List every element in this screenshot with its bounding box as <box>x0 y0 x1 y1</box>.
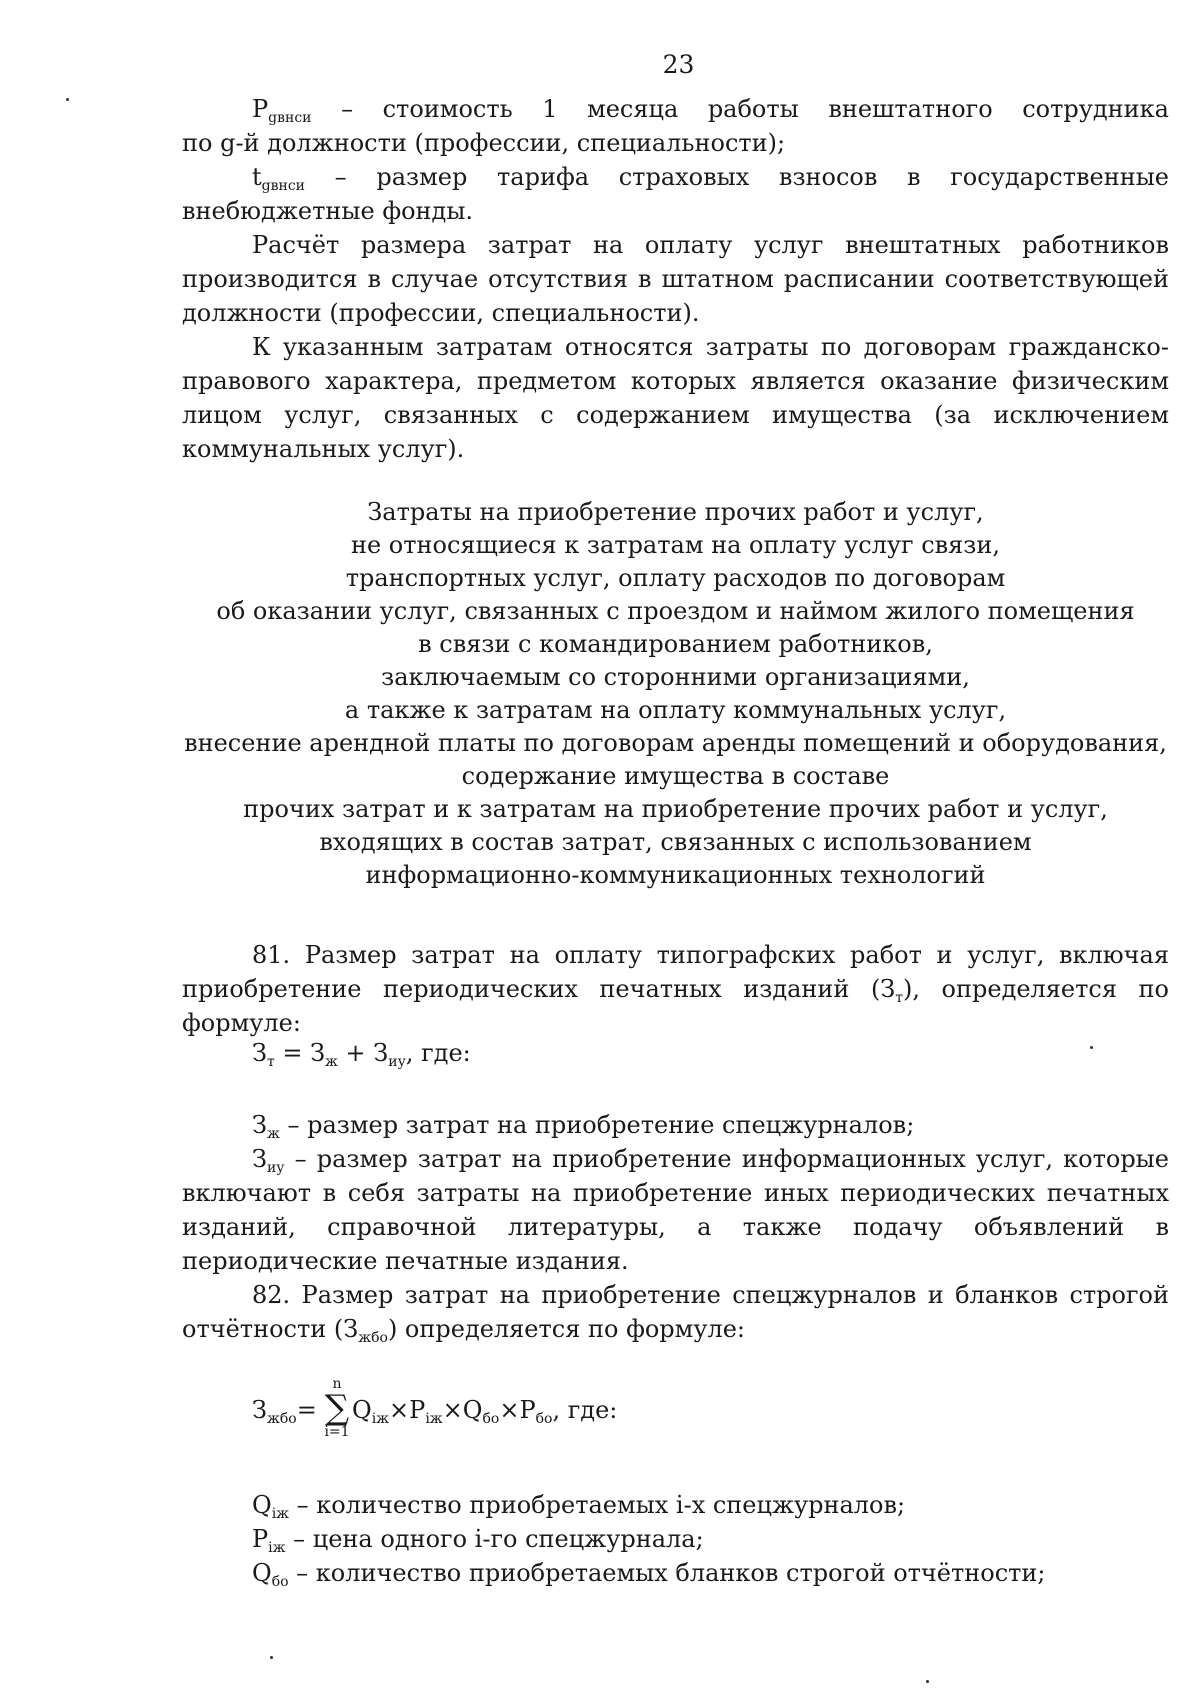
heading-line: не относящиеся к затратам на оплату услуг связи, <box>350 531 1001 559</box>
heading-line: прочих затрат и к затратам на приобретение прочих работ и услуг, <box>243 795 1108 823</box>
definition-zzh: $З_ж$ – размер затрат на приобретение спецжурналов; <box>252 1111 915 1142</box>
word: внештатного <box>828 95 993 123</box>
scan-speck <box>66 98 69 101</box>
scan-speck <box>270 1656 273 1659</box>
heading-line: внесение арендной платы по договорам аренды помещений и оборудования, <box>184 729 1167 757</box>
heading-line: содержание имущества в составе <box>461 762 890 790</box>
heading-line: а также к затратам на оплату коммунальных услуг, <box>344 696 1007 724</box>
section-heading <box>182 496 1169 892</box>
heading-line: в связи с командированием работников, <box>418 630 933 658</box>
word: стоимость <box>382 95 513 123</box>
word: сотрудника <box>1022 95 1169 123</box>
formula-lhs: $З_{жбо}=$ <box>252 1396 317 1427</box>
paragraph-81: 81. Размер затрат на оплату типографских работ и услуг, включая приобретение периодических печатных изданий $(З_т)$, определяется по формуле: <box>182 941 1169 1037</box>
definition-pizh: $P_{iж}$ – цена одного i-го спецжурнала; <box>252 1525 704 1556</box>
scan-speck <box>926 1680 929 1683</box>
word: 1 <box>542 95 558 123</box>
definition-qbo: $Q_{бо}$ – количество приобретаемых бланков строгой отчётности; <box>252 1559 1046 1590</box>
sum-sign: n ∑ i=1 <box>324 1376 350 1440</box>
heading-line: входящих в состав затрат, связанных с использованием <box>319 828 1032 856</box>
definition-continuation: по g-й должности (профессии, специальности); <box>182 129 786 157</box>
page-number: 23 <box>662 50 695 79</box>
paragraph-civil-contracts: К указанным затратам относятся затраты по договорам гражданско-правового характера, предметом которых является оказание физическим лицом услуг, связанных с содержанием имущества (за исключением коммунальных услуг). <box>182 333 1169 463</box>
heading-line: информационно-коммуникационных технологий <box>365 861 986 889</box>
definition-line <box>182 92 1169 126</box>
definition-qizh: $Q_{iж}$ – количество приобретаемых i-х спецжурналов; <box>252 1491 906 1522</box>
symbol: $P_{gвнси}$ <box>252 95 312 126</box>
word: работы <box>707 95 799 123</box>
heading-line: Затраты на приобретение прочих работ и услуг, <box>367 498 984 526</box>
formula-rhs: $Q_{iж}\times P_{iж}\times Q_{бо}\times P_{бо}$, где: <box>352 1396 618 1427</box>
word: месяца <box>587 95 679 123</box>
heading-line: об оказании услуг, связанных с проездом и наймом жилого помещения <box>216 597 1135 625</box>
heading-line: заключаемым со сторонними организациями, <box>381 663 970 691</box>
definition-ziu: $З_{иу}$ – размер затрат на приобретение информационных услуг, которые включают в себя затраты на приобретение иных периодических печатных изданий, справочной литературы, а также подачу объявлений в периодические печатные издания. <box>182 1145 1169 1275</box>
paragraph-calculation-note: Расчёт размера затрат на оплату услуг внештатных работников производится в случае отсутствия в штатном расписании соответствующей должности (профессии, специальности). <box>182 231 1169 327</box>
paragraph-82: 82. Размер затрат на приобретение спецжурналов и бланков строгой отчётности $(З_{жбо})$ определяется по формуле: <box>182 1281 1169 1346</box>
formula-zt: $З_т = З_ж + З_{иу}$, где: <box>252 1039 471 1070</box>
scan-speck <box>1090 1046 1093 1049</box>
definition-p-gvnsi <box>182 92 1169 160</box>
definition-t-gvnsi: $t_{gвнси}$ – размер тарифа страховых взносов в государственные внебюджетные фонды. <box>182 163 1169 225</box>
heading-line: транспортных услуг, оплату расходов по договорам <box>345 564 1006 592</box>
word: – <box>341 95 354 123</box>
